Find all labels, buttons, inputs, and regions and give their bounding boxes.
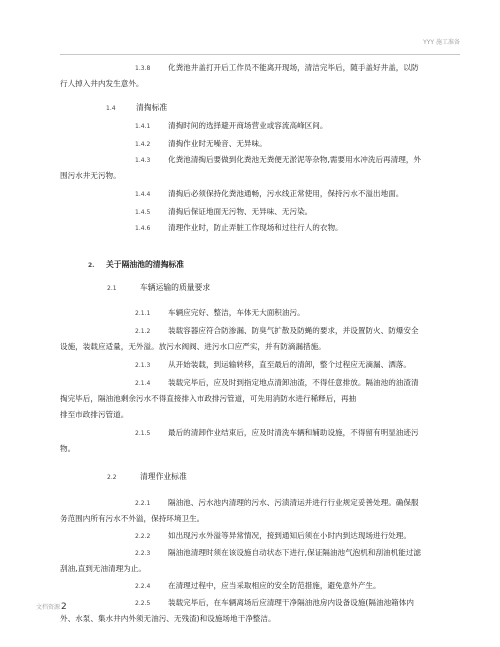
section-title: 车辆运输的质量要求 [140, 283, 211, 292]
clause-2-1-4-continuation-2 [60, 407, 128, 423]
section-2-2 [107, 469, 187, 486]
clause-text: 如出现污水外溢等异常情况，接到通知后须在小时内到达现场进行处理。 [168, 531, 411, 540]
clause-2-1-1 [135, 305, 305, 322]
clause-2-1-4 [135, 375, 419, 392]
clause-2-2-2 [135, 528, 411, 545]
clause-number: 1.4.1 [135, 123, 151, 130]
clause-text: 清掏后保证地面无污物、无异味、无污染。 [168, 207, 313, 216]
clause-1-3-8 [135, 60, 419, 77]
clause-2-1-5-continuation [60, 441, 75, 457]
clause-2-2-1 [135, 495, 419, 512]
clause-text: 化粪池清掏后要做到化粪池无粪便无淤泥等杂物,需要用水冲洗后再清理，外 [168, 155, 422, 164]
section-2-1 [107, 280, 210, 297]
clause-text: 装载完毕后，应及时到指定地点清卸油渣，不得任意排放。隔油池的油渣清 [168, 378, 419, 387]
clause-number: 1.4.4 [135, 191, 151, 198]
clause-text: 在清理过程中，应当采取相应的安全防范措施，避免意外产生。 [168, 581, 381, 590]
section-title: 清掏标准 [136, 103, 168, 112]
chapter-number: 2. [88, 262, 95, 269]
clause-1-4-5 [135, 204, 312, 221]
clause-2-1-5 [135, 425, 419, 442]
clause-text: 车辆应完好、整洁，车体无大面积油污。 [168, 308, 305, 317]
clause-number: 2.1.4 [135, 380, 151, 387]
clause-number: 2.1.3 [135, 362, 151, 369]
clause-text-continued: 物。 [60, 444, 76, 453]
clause-number: 1.4.2 [135, 141, 151, 148]
clause-1-4-6 [135, 220, 343, 237]
clause-text-continued: 掏完毕后，隔油池剩余污水不得直接排入市政排污管道，可先用消防水进行稀释后，再抽 [60, 394, 357, 403]
clause-2-2-5 [135, 595, 414, 612]
section-number: 2.1 [107, 285, 117, 292]
clause-2-1-2-continuation [60, 339, 326, 355]
clause-text: 清掏时间的选择避开商场营业或容流高峰区间。 [168, 121, 328, 130]
chapter-2-heading [88, 257, 184, 274]
clause-number: 2.1.5 [135, 430, 151, 437]
clause-text-continued: 刮油,直到无油清理为止。 [60, 564, 146, 573]
section-1-4 [106, 100, 167, 117]
clause-text: 隔油池清理时须在该设施自动状态下进行,保证隔油池气泡机和刮油机能过滤 [168, 548, 422, 557]
clause-text-continued: 行人掉入井内发生意外。 [60, 79, 144, 88]
clause-1-4-4 [135, 186, 403, 203]
chapter-title: 关于隔油池的清掏标准 [106, 260, 184, 269]
clause-number: 2.1.1 [135, 310, 151, 317]
clause-text: 隔油池、污水池内清理的污水、污渍清运并进行行业规定妥善处理。确保服 [168, 498, 419, 507]
clause-2-1-2 [135, 323, 419, 340]
clause-number: 2.1.2 [135, 328, 151, 335]
clause-number: 1.4.5 [135, 209, 151, 216]
clause-2-2-4 [135, 578, 381, 595]
clause-2-2-1-continuation [60, 511, 204, 527]
clause-text: 从开始装载，到运输转移，直至最后的清卸，整个过程应无滴漏、洒落。 [168, 360, 411, 369]
clause-text-continued: 设施，装载应适量，无外溢。放污水阀阀、进污水口应严实，并有防滴漏措施。 [60, 342, 326, 351]
clause-text: 清掏后必须保持化粪池通畅，污水线正常使用，保持污水不溢出地面。 [168, 189, 404, 198]
clause-number: 1.4.3 [135, 157, 151, 164]
clause-2-2-5-continuation [60, 611, 276, 627]
clause-2-1-4-continuation [60, 391, 356, 407]
page-number: 2 [61, 602, 67, 612]
header-rule [60, 54, 460, 55]
clause-text-continued: 外、水泵、集水井内外须无油污、无残渣)和设施场地干净整洁。 [60, 614, 276, 623]
clause-text-continued: 排至市政排污管道。 [60, 410, 129, 419]
clause-text: 清掏作业时无噪音、无异味。 [168, 139, 267, 148]
clause-1-4-1 [135, 118, 327, 135]
clause-1-4-2 [135, 136, 267, 153]
section-number: 2.2 [107, 474, 117, 481]
clause-1-4-3-continuation [60, 168, 121, 184]
clause-2-2-3 [135, 545, 421, 562]
clause-number: 1.3.8 [135, 65, 151, 72]
clause-text: 装载完毕后，在车辆离场后应清理干净隔油池房内设备设施(隔油池箱体内 [168, 598, 414, 607]
clause-text-continued: 务范围内所有污水不外溢，保持环境卫生。 [60, 514, 205, 523]
clause-number: 2.2.5 [135, 600, 151, 607]
clause-text: 化粪池井盖打开后工作员不能离开现场，清洁完毕后，随手盖好井盖，以防 [168, 63, 419, 72]
clause-text: 装载容器应符合防渗漏、防臭气扩散及防蝇的要求，并设置防火、防爆安全 [168, 326, 419, 335]
footer [36, 602, 67, 612]
running-header: YYY 施工准备 [423, 39, 460, 46]
section-number: 1.4 [106, 105, 116, 112]
clause-text: 清理作业时，防止弄脏工作现场和过往行人的衣物。 [168, 223, 343, 232]
clause-number: 2.2.3 [135, 550, 151, 557]
clause-text: 最后的清卸作业结束后，应及时清洗车辆和辅助设施，不得留有明显油迹污 [168, 428, 419, 437]
clause-number: 2.2.4 [135, 583, 151, 590]
clause-2-2-3-continuation [60, 561, 146, 577]
clause-text-continued: 围污水井无污物。 [60, 171, 121, 180]
clause-1-4-3 [135, 152, 421, 169]
clause-number: 2.2.1 [135, 500, 151, 507]
clause-number: 2.2.2 [135, 533, 151, 540]
section-title: 清理作业标准 [140, 472, 187, 481]
clause-number: 1.4.6 [135, 225, 151, 232]
clause-1-3-8-continuation [60, 76, 144, 92]
clause-2-1-3 [135, 357, 411, 374]
footer-label: 文档资源 [36, 604, 61, 611]
